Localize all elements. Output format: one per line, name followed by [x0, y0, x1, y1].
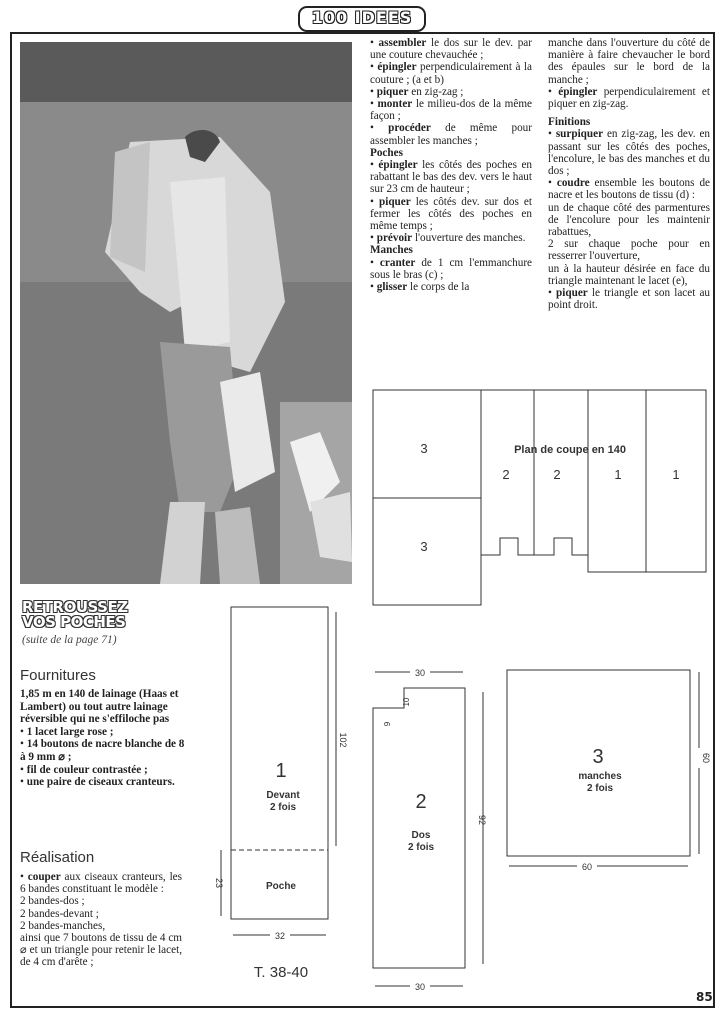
- section-heading-manches: Manches: [370, 244, 413, 257]
- instruction-text: 2 sur chaque poche pour en resserrer l'ouverture,: [548, 238, 710, 263]
- realisation-item: • couper aux ciseaux cranteurs, les 6 bandes constituant le modèle :: [20, 871, 182, 896]
- page-number: 85: [696, 990, 713, 1004]
- instruction-item: • épingler les côtés des poches en rabattant le bas des dev. vers le haut sur 23 cm de hauteur ;: [370, 159, 533, 196]
- fournitures-item: • 14 boutons de nacre blanche de 8 à 9 mm ⌀ ;: [20, 738, 185, 763]
- fournitures-item: • 1 lacet large rose ;: [20, 725, 114, 738]
- realisation-heading: Réalisation: [20, 849, 95, 866]
- dos-height-dim: 92: [477, 814, 487, 826]
- realisation-line: 2 bandes-manches,: [20, 919, 106, 932]
- instruction-item: • monter le milieu-dos de la même façon ;: [370, 98, 532, 123]
- instruction-item: • assembler le dos sur le dev. par une couture chevauchée ;: [370, 37, 532, 62]
- instruction-text: un à la hauteur désirée en face du triangle maintenant le lacet (e),: [548, 262, 710, 287]
- instruction-item: • piquer les côtés dev. sur dos et fermer les côtés des poches en même temps ;: [370, 195, 532, 233]
- instruction-item: • surpiquer en zig-zag, les dev. en passant sur les côtés des poches, l'encolure, le bas des manches et du dos ;: [548, 128, 710, 178]
- manches-height-dim: 60: [701, 752, 711, 764]
- instruction-text: manche dans l'ouverture du côté de manière à faire chevaucher le bord des épaules sur le bord de la manche ;: [548, 37, 710, 86]
- instruction-item: • piquer en zig-zag ;: [370, 85, 464, 98]
- realisation-line: 2 bandes-devant ;: [20, 907, 99, 920]
- devant-height-dim: 102: [338, 732, 348, 748]
- dos-number: 2: [415, 791, 427, 813]
- cutting-plan-title: Plan de coupe en 140: [514, 444, 626, 456]
- manches-width-dim: 60: [581, 862, 593, 872]
- devant-count: 2 fois: [269, 802, 297, 813]
- fournitures-heading: Fournitures: [20, 667, 96, 684]
- magazine-masthead: 100 IDEES: [298, 6, 426, 32]
- cutting-piece-label: 1: [672, 467, 680, 482]
- cutting-piece-label: 3: [420, 441, 428, 456]
- instruction-text: un de chaque côté des parmentures de l'encolure pour les maintenir rabattues,: [548, 201, 710, 239]
- cutting-piece-label: 3: [420, 539, 428, 554]
- devant-number: 1: [275, 760, 287, 782]
- pattern-manches: [507, 670, 699, 866]
- article-title-line-1: RETROUSSEZ: [22, 598, 128, 616]
- manches-number: 3: [592, 746, 604, 768]
- section-heading-finitions: Finitions: [548, 116, 591, 129]
- devant-label: Devant: [266, 790, 300, 801]
- realisation-line: 2 bandes-dos ;: [20, 895, 85, 908]
- instruction-item: • cranter de 1 cm l'emmanchure sous le bras (c) ;: [370, 256, 533, 281]
- cutting-piece-label: 2: [502, 467, 510, 482]
- cutting-plan: [373, 390, 706, 605]
- dos-top-dim: 30: [414, 668, 426, 678]
- instruction-item: • prévoir l'ouverture des manches.: [370, 232, 526, 245]
- pattern-dos: [373, 672, 483, 986]
- dos-notch-height-dim: 9: [383, 721, 392, 727]
- instruction-item: • procéder de même pour assembler les manches ;: [370, 122, 532, 147]
- poche-height-dim: 23: [214, 877, 224, 889]
- manches-label: manches: [578, 771, 622, 782]
- cutting-piece-label: 1: [614, 467, 622, 482]
- fournitures-item: • une paire de ciseaux cranteurs.: [20, 776, 175, 789]
- article-subtitle: (suite de la page 71): [22, 634, 117, 646]
- instruction-item: • épingler perpendiculairement à la couture ; (a et b): [370, 61, 532, 86]
- dos-bottom-dim: 30: [414, 982, 426, 992]
- poche-label: Poche: [265, 881, 297, 892]
- fournitures-material: 1,85 m en 140 de lainage (Haas et Lambert) ou tout autre lainage réversible qui ne s'effiloche pas: [20, 688, 179, 726]
- instruction-item: • épingler perpendiculairement et piquer en zig-zag.: [548, 85, 711, 111]
- instruction-item: • coudre ensemble les boutons de nacre et les boutons de tissu (d) :: [548, 177, 710, 202]
- dos-count: 2 fois: [407, 842, 435, 853]
- article-title-line-2: VOS POCHES: [22, 613, 126, 631]
- cutting-piece-label: 2: [553, 467, 561, 482]
- dos-notch-width-dim: 10: [402, 697, 411, 707]
- realisation-line: ainsi que 7 boutons de tissu de 4 cm ⌀ et un triangle pour retenir le lacet, de 4 cm d'arête ;: [20, 932, 182, 969]
- devant-width-dim: 32: [274, 931, 286, 941]
- section-heading-poches: Poches: [370, 146, 403, 159]
- dos-label: Dos: [411, 830, 431, 841]
- fournitures-item: • fil de couleur contrastée ;: [20, 763, 148, 776]
- instruction-item: • glisser le corps de la: [370, 281, 470, 294]
- instruction-item: • piquer le triangle et son lacet au point droit.: [548, 287, 711, 312]
- size-label: T. 38-40: [253, 964, 309, 981]
- manches-count: 2 fois: [586, 783, 614, 794]
- cutting-piece-2b: [534, 390, 588, 555]
